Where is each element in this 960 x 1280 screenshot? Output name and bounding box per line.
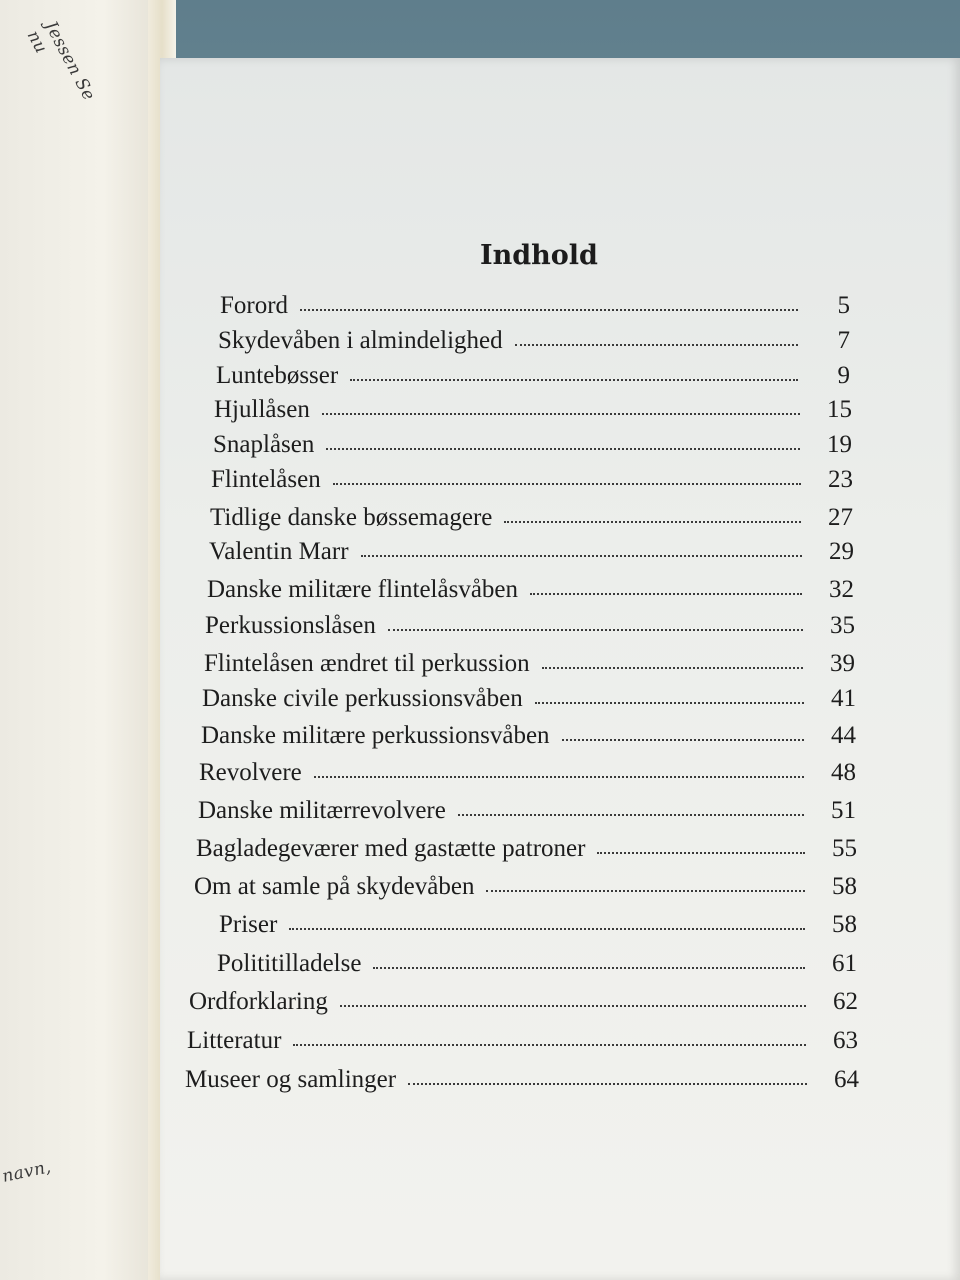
toc-entry <box>199 759 856 787</box>
toc-entry-title: Perkussionslåsen <box>205 612 376 639</box>
toc-entry-title: Skydevåben i almindelighed <box>218 327 503 354</box>
toc-entry <box>189 988 858 1016</box>
toc-leader-dots <box>300 309 798 311</box>
toc-entry-page: 44 <box>831 722 856 749</box>
toc-entry-title: Revolvere <box>199 759 302 786</box>
toc-entry-page: 39 <box>830 650 855 677</box>
margin-note-bottom: navn, <box>0 1157 54 1187</box>
toc-entry-title: Valentin Marr <box>209 538 349 565</box>
toc-subentry <box>219 911 857 939</box>
toc-leader-dots <box>293 1044 806 1046</box>
toc-entry <box>207 576 854 604</box>
toc-entry-title: Om at samle på skydevåben <box>194 873 475 900</box>
toc-leader-dots <box>408 1083 807 1085</box>
toc-leader-dots <box>350 379 798 381</box>
toc-entry <box>209 538 854 566</box>
toc-leader-dots <box>289 928 805 930</box>
toc-entry-title: Forord <box>220 292 289 319</box>
toc-leader-dots <box>373 967 805 969</box>
toc-entry-page: 63 <box>833 1027 858 1054</box>
toc-entry-page: 27 <box>828 504 853 531</box>
toc-entry-title: Tidlige danske bøssemagere <box>210 504 493 531</box>
toc-entry-title: Ordforklaring <box>189 988 328 1015</box>
toc-leader-dots <box>326 448 800 450</box>
toc-entry-page: 64 <box>834 1066 859 1093</box>
toc-entry-title: Litteratur <box>187 1027 282 1054</box>
toc-entry-title: Polititilladelse <box>217 950 362 977</box>
toc-leader-dots <box>562 739 804 741</box>
toc-leader-dots <box>388 629 803 631</box>
toc-entry <box>202 685 856 713</box>
margin-note-top: Jessen Se nu <box>22 18 99 105</box>
toc-entry-page: 58 <box>832 873 857 900</box>
toc-entry <box>201 722 856 750</box>
toc-leader-dots <box>535 702 804 704</box>
toc-leader-dots <box>597 852 805 854</box>
toc-entry-page: 62 <box>833 988 858 1015</box>
toc-entry <box>205 612 855 640</box>
toc-leader-dots <box>458 814 804 816</box>
toc-entry-title: Danske militære perkussionsvåben <box>201 722 550 749</box>
toc-entry-page: 51 <box>831 797 856 824</box>
toc-entry <box>196 835 857 863</box>
toc-entry <box>194 873 857 901</box>
toc-entry-page: 19 <box>827 431 852 458</box>
toc-entry <box>216 362 850 390</box>
toc-leader-dots <box>361 555 802 557</box>
toc-entry-page: 61 <box>832 950 857 977</box>
toc-leader-dots <box>504 521 801 523</box>
toc-entry <box>211 466 853 494</box>
toc-entry <box>214 396 852 424</box>
toc-entry <box>210 504 853 532</box>
toc-entry-page: 23 <box>828 466 853 493</box>
toc-leader-dots <box>530 593 802 595</box>
toc-leader-dots <box>542 667 803 669</box>
toc-entry <box>204 650 855 678</box>
contents-heading: Indhold <box>480 240 598 271</box>
toc-entry-page: 55 <box>832 835 857 862</box>
toc-entry-title: Hjullåsen <box>214 396 310 423</box>
toc-entry-page: 5 <box>837 292 850 319</box>
toc-entry-page: 15 <box>827 396 852 423</box>
toc-entry-title: Danske civile perkussionsvåben <box>202 685 523 712</box>
toc-entry-title: Flintelåsen <box>211 466 321 493</box>
toc-entry <box>187 1027 858 1055</box>
toc-entry-page: 41 <box>831 685 856 712</box>
toc-leader-dots <box>486 890 805 892</box>
toc-entry-title: Priser <box>219 911 278 938</box>
toc-entry <box>213 431 852 459</box>
toc-entry <box>218 327 850 355</box>
toc-entry-page: 48 <box>831 759 856 786</box>
toc-entry-page: 32 <box>829 576 854 603</box>
toc-entry-title: Luntebøsser <box>216 362 339 389</box>
toc-leader-dots <box>322 413 800 415</box>
toc-entry-page: 35 <box>830 612 855 639</box>
toc-entry-page: 29 <box>829 538 854 565</box>
toc-entry-title: Museer og samlinger <box>185 1066 397 1093</box>
toc-entry-title: Bagladegeværer med gastætte patroner <box>196 835 586 862</box>
toc-entry-page: 9 <box>837 362 850 389</box>
toc-entry-title: Flintelåsen ændret til perkussion <box>204 650 530 677</box>
toc-entry-title: Danske militærrevolvere <box>198 797 446 824</box>
toc-subentry <box>217 950 857 978</box>
toc-entry-title: Danske militære flintelåsvåben <box>207 576 519 603</box>
toc-entry-page: 7 <box>837 327 850 354</box>
toc-entry-page: 58 <box>832 911 857 938</box>
toc-leader-dots <box>314 776 804 778</box>
toc-entry-title: Snaplåsen <box>213 431 315 458</box>
toc-leader-dots <box>333 483 801 485</box>
toc-entry <box>220 292 850 320</box>
toc-leader-dots <box>515 344 798 346</box>
toc-entry <box>185 1066 859 1094</box>
toc-entry <box>198 797 856 825</box>
toc-leader-dots <box>340 1005 806 1007</box>
